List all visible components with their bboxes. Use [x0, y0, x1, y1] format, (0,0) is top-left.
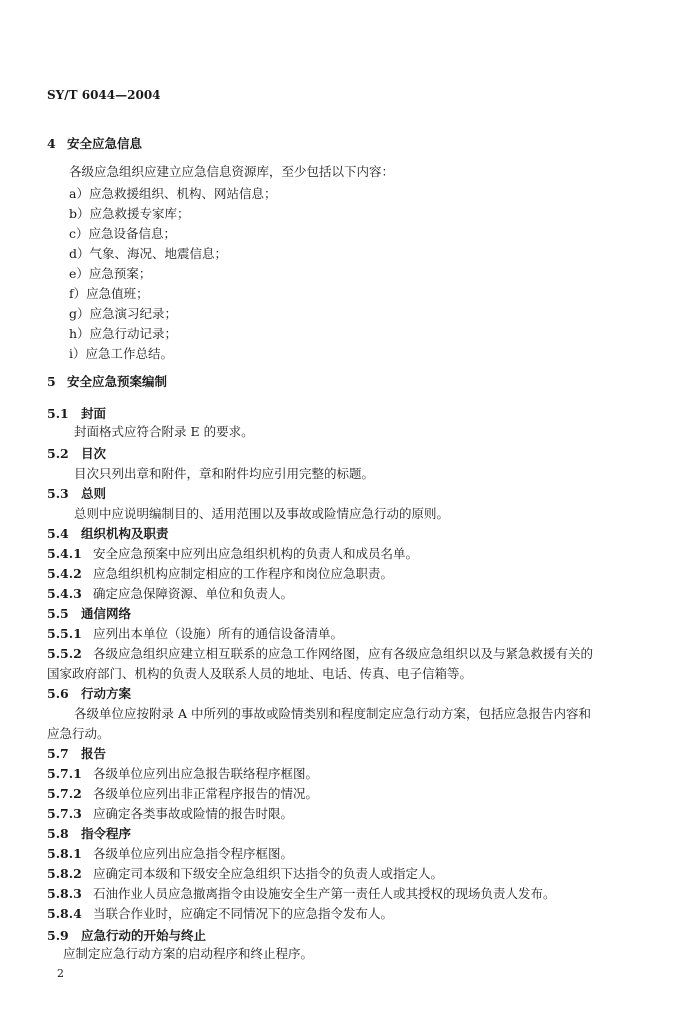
- subsection-number: 5.6: [47, 686, 69, 701]
- clause-text: 各级单位应列出非正常程序报告的情况。: [93, 786, 319, 801]
- clause: [47, 566, 393, 582]
- list-item: g）应急演习纪录；: [69, 306, 178, 321]
- list-item: f）应急值班；: [69, 286, 149, 301]
- clause: [47, 906, 393, 922]
- clause-number: 5.8.4: [47, 906, 82, 921]
- subsection-heading: [47, 928, 206, 944]
- subsection-heading: [47, 686, 131, 702]
- subsection-title: 封面: [81, 406, 107, 421]
- subsection-number: 5.2: [47, 446, 69, 461]
- subsection-heading: [47, 406, 106, 422]
- section-title: 安全应急预案编制: [67, 374, 168, 389]
- clause-text: 应急组织机构应制定相应的工作程序和岗位应急职责。: [93, 566, 394, 581]
- subsection-title: 应急行动的开始与终止: [81, 928, 207, 943]
- subsection-title: 目次: [81, 446, 107, 461]
- clause-text: 应列出本单位（设施）所有的通信设备清单。: [93, 626, 344, 641]
- subsection-title: 行动方案: [81, 686, 132, 701]
- subsection-title: 总则: [81, 486, 107, 501]
- paragraph: 总则中应说明编制目的、适用范围以及事故或险情应急行动的原则。: [74, 506, 450, 521]
- subsection-title: 通信网络: [81, 606, 132, 621]
- subsection-number: 5.8: [47, 826, 69, 841]
- paragraph: 应制定应急行动方案的启动程序和终止程序。: [63, 946, 314, 961]
- subsection-heading: [47, 446, 106, 462]
- paragraph: 目次只列出章和附件，章和附件均应引用完整的标题。: [74, 466, 375, 481]
- paragraph: 封面格式应符合附录 E 的要求。: [74, 424, 254, 439]
- section-heading: [47, 136, 142, 152]
- clause: [47, 586, 293, 602]
- standard-code: SY/T 6044—2004: [47, 88, 161, 102]
- clause-number: 5.4.3: [47, 586, 82, 601]
- list-item: a）应急救援组织、机构、网站信息；: [69, 186, 277, 201]
- clause-number: 5.4.1: [47, 546, 82, 561]
- clause-number: 5.7.3: [47, 806, 82, 821]
- subsection-heading: [47, 486, 106, 502]
- clause-text: 应确定各类事故或险情的报告时限。: [93, 806, 294, 821]
- page-number: 2: [57, 967, 64, 980]
- clause-text: 各级单位应列出应急指令程序框图。: [93, 846, 294, 861]
- list-item: i）应急工作总结。: [69, 346, 173, 361]
- clause: [47, 886, 556, 902]
- subsection-title: 组织机构及职责: [81, 526, 169, 541]
- clause: [47, 786, 318, 802]
- list-item: d）气象、海况、地震信息；: [69, 246, 228, 261]
- clause-text: 确定应急保障资源、单位和负责人。: [93, 586, 294, 601]
- clause-text: 当联合作业时，应确定不同情况下的应急指令发布人。: [93, 906, 394, 921]
- subsection-number: 5.9: [47, 928, 69, 943]
- subsection-heading: [47, 826, 131, 842]
- clause: [47, 806, 293, 822]
- clause-number: 5.5.2: [47, 646, 82, 661]
- paragraph-continuation: 应急行动。: [47, 726, 110, 741]
- clause-continuation: 国家政府部门、机构的负责人及联系人员的地址、电话、传真、电子信箱等。: [47, 666, 473, 681]
- subsection-number: 5.5: [47, 606, 69, 621]
- section-number: 5: [47, 374, 56, 389]
- clause-text: 应确定司本级和下级安全应急组织下达指令的负责人或指定人。: [93, 866, 444, 881]
- clause-number: 5.4.2: [47, 566, 82, 581]
- clause-text: 各级应急组织应建立相互联系的应急工作网络图，应有各级应急组织以及与紧急救援有关的: [93, 646, 594, 661]
- subsection-number: 5.7: [47, 746, 69, 761]
- clause-number: 5.8.2: [47, 866, 82, 881]
- subsection-number: 5.1: [47, 406, 69, 421]
- clause-number: 5.5.1: [47, 626, 82, 641]
- subsection-title: 指令程序: [81, 826, 132, 841]
- clause-number: 5.7.2: [47, 786, 82, 801]
- subsection-heading: [47, 746, 106, 762]
- paragraph: 各级应急组织应建立应急信息资源库，至少包括以下内容：: [69, 164, 395, 179]
- clause-number: 5.8.3: [47, 886, 82, 901]
- paragraph: 各级单位应按附录 A 中所列的事故或险情类别和程度制定应急行动方案，包括应急报告内容和: [74, 706, 591, 721]
- subsection-number: 5.3: [47, 486, 69, 501]
- clause-number: 5.8.1: [47, 846, 82, 861]
- clause: [47, 546, 418, 562]
- clause: [47, 766, 318, 782]
- clause-number: 5.7.1: [47, 766, 82, 781]
- subsection-heading: [47, 606, 131, 622]
- list-item: e）应急预案；: [69, 266, 152, 281]
- clause: [47, 866, 443, 882]
- subsection-title: 报告: [81, 746, 107, 761]
- section-number: 4: [47, 136, 56, 151]
- subsection-heading: [47, 526, 169, 542]
- clause-text: 安全应急预案中应列出应急组织机构的负责人和成员名单。: [93, 546, 419, 561]
- clause: [47, 846, 293, 862]
- list-item: c）应急设备信息；: [69, 226, 177, 241]
- clause-text: 石油作业人员应急撤离指令由设施安全生产第一责任人或其授权的现场负责人发布。: [93, 886, 556, 901]
- clause-text: 各级单位应列出应急报告联络程序框图。: [93, 766, 319, 781]
- list-item: b）应急救援专家库；: [69, 206, 190, 221]
- subsection-number: 5.4: [47, 526, 69, 541]
- clause: [47, 626, 343, 642]
- section-heading: [47, 374, 167, 390]
- clause: [47, 646, 593, 662]
- section-title: 安全应急信息: [67, 136, 143, 151]
- list-item: h）应急行动记录；: [69, 326, 178, 341]
